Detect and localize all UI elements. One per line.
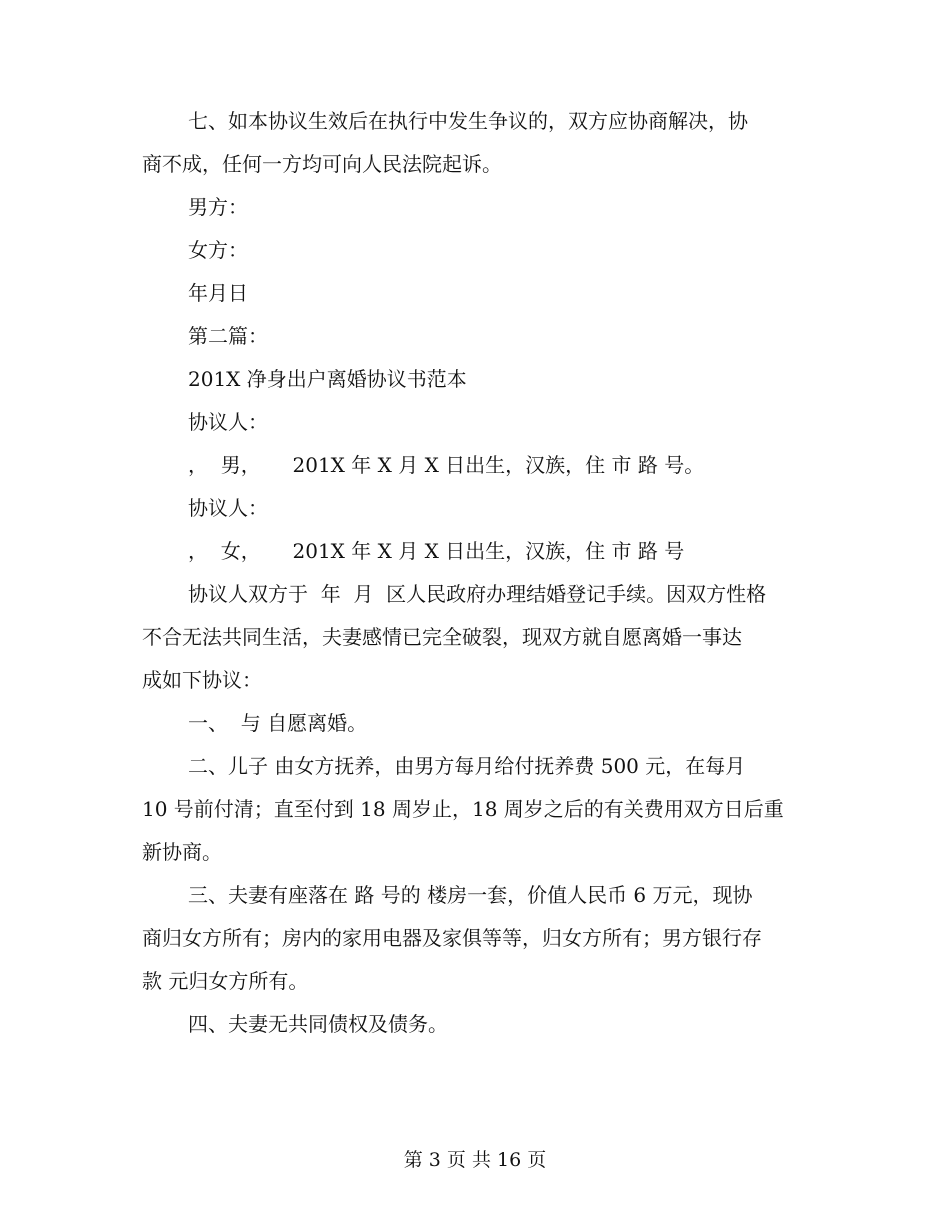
clause-line: 款 元归女方所有。 (142, 969, 309, 993)
paragraph-line: 协议人双方于 年 月 区人民政府办理结婚登记手续。因双方性格 (188, 582, 767, 606)
clause-line: 二、儿子 由女方抚养，由男方每月给付抚养费 500 元，在每月 (188, 754, 746, 778)
party-label: 协议人： (188, 410, 268, 434)
paragraph-line: 成如下协议： (142, 668, 262, 692)
document-body (142, 100, 804, 1046)
page-number-footer: 第 3 页 共 16 页 (403, 1149, 547, 1171)
male-party-label: 男方： (188, 195, 248, 219)
party-details: ， 女， 201X 年 X 月 X 日出生，汉族，住 市 路 号 (188, 539, 685, 563)
clause-line: 商归女方所有；房内的家用电器及家俱等等，归女方所有；男方银行存 (142, 926, 762, 950)
paragraph-line: 商不成，任何一方均可向人民法院起诉。 (142, 152, 502, 176)
clause-line: 四、夫妻无共同债权及债务。 (188, 1012, 448, 1036)
paragraph-line: 七、如本协议生效后在执行中发生争议的，双方应协商解决，协 (188, 109, 748, 133)
clause-line: 三、夫妻有座落在 路 号的 楼房一套，价值人民币 6 万元，现协 (188, 883, 753, 907)
party-label: 协议人： (188, 496, 268, 520)
clause-line: 新协商。 (142, 840, 222, 864)
female-party-label: 女方： (188, 238, 248, 262)
clause-line: 10 号前付清；直至付到 18 周岁止，18 周岁之后的有关费用双方日后重 (142, 797, 784, 821)
paragraph-line: 不合无法共同生活，夫妻感情已完全破裂，现双方就自愿离婚一事达 (142, 625, 742, 649)
party-details: ， 男， 201X 年 X 月 X 日出生，汉族，住 市 路 号。 (188, 453, 705, 477)
date-line: 年月日 (188, 281, 248, 305)
document-title: 201X 净身出户离婚协议书范本 (188, 367, 467, 391)
section-heading: 第二篇： (188, 324, 268, 348)
clause-line: 一、 与 自愿离婚。 (188, 711, 368, 735)
